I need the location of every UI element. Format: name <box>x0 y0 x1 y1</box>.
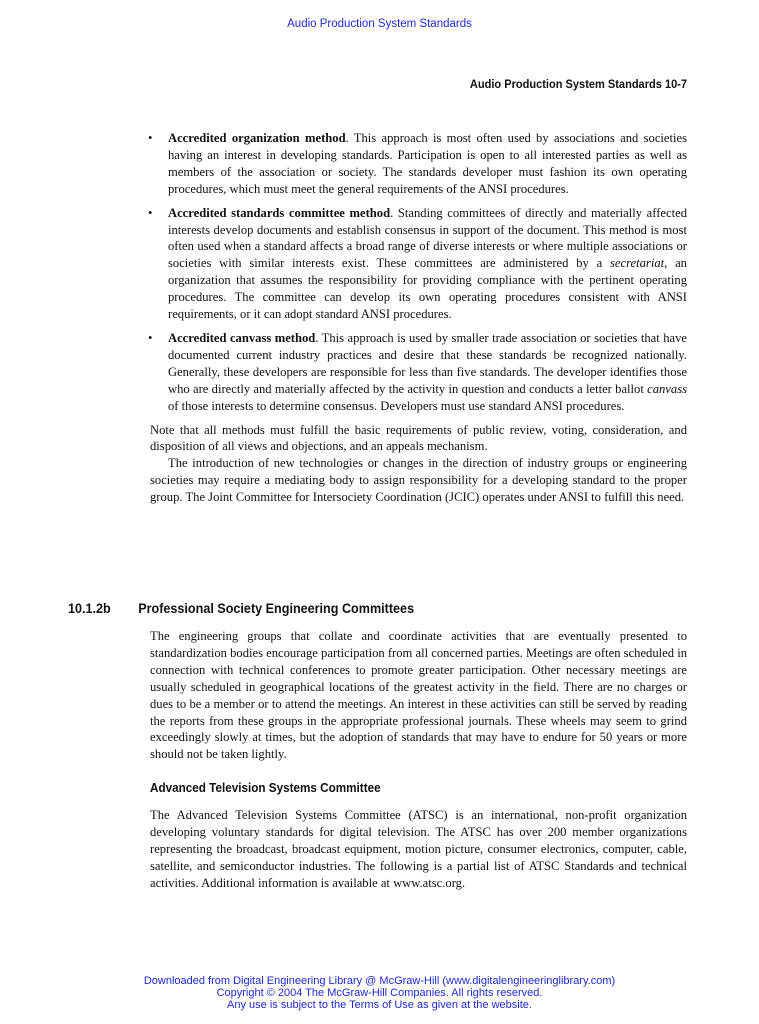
section-heading <box>68 600 414 616</box>
bullet-icon: • <box>148 330 153 345</box>
list-item <box>150 205 687 323</box>
bullet-text: , an organization that assumes the responsibility for providing compliance with the pertinent operating procedures. The committee can develop its own operating procedures consistent with ANSI requirements, or it can adopt standard ANSI procedures. <box>168 256 687 322</box>
method-list <box>150 130 687 415</box>
bullet-icon: • <box>148 131 153 145</box>
bullet-text: . Standing committees of directly and materially affected interests develop documents and establish consensus in support of the document. This method is most often used when a standard affects a broad range of diverse interests or where multiple associations or societies with similar interests exist. These committees are administered by a <box>168 205 687 271</box>
bullet-italic: secretariat <box>610 256 665 271</box>
bullet-italic: canvass <box>647 381 687 396</box>
paragraph: The Advanced Television Systems Committee (ATSC) is an international, non-profit organization developing voluntary standards for digital television. The ATSC has over 200 member organizations representing the broadcast, broadcast equipment, motion picture, consumer electronics, computer, cable, satellite, and semiconductor industries. The following is a partial list of ATSC Standards and technical activities. Additional information is available at www.atsc.org. <box>150 808 687 890</box>
subsection-heading: Advanced Television Systems Committee <box>150 780 381 795</box>
paragraph: The introduction of new technologies or changes in the direction of industry groups or engineering societies may require a mediating body to assign responsibility for a developing standard to the proper group. The Joint Committee for Intersociety Coordination (JCIC) operates under ANSI to fulfill this need. <box>150 456 687 505</box>
subsection-body <box>150 807 687 892</box>
bullet-term: Accredited canvass method <box>168 330 316 345</box>
list-item <box>150 330 687 415</box>
bullet-icon: • <box>148 205 153 220</box>
footer-link[interactable]: Downloaded from Digital Engineering Library @ McGraw-Hill (www.digitalengineeringlibrary.com) <box>143 975 616 987</box>
bullet-term: Accredited standards committee method <box>168 205 391 220</box>
list-item <box>150 130 687 198</box>
footer <box>0 975 759 1011</box>
section-title: Professional Society Engineering Committees <box>138 600 415 616</box>
paragraph: Note that all methods must fulfill the basic requirements of public review, voting, consideration, and disposition of all views and objections, and an appeals mechanism. <box>150 422 687 454</box>
running-head: Audio Production System Standards 10-7 <box>469 77 687 91</box>
bullet-text: . This approach is most often used by associations and societies having an interest in developing standards. Participation is open to all interested parties as well as members of the association or society. The standards developer must fashion its own operating procedures, which must meet the general requirements of the ANSI procedures. <box>168 131 687 196</box>
bullet-text: of those interests to determine consensus. Developers must use standard ANSI procedures. <box>168 398 625 413</box>
bullet-text: . This approach is used by smaller trade association or societies that have documented current industry practices and desire that these standards be recognized nationally. Generally, these developers are responsible for less than five standards. The developer identifies those who are directly and materially affected by the activity in question and conducts a letter ballot <box>168 330 687 396</box>
main-content <box>150 130 687 506</box>
section-number: 10.1.2b <box>68 600 111 616</box>
footer-terms-link[interactable]: Any use is subject to the Terms of Use as given at the website. <box>227 999 532 1011</box>
section-body <box>150 628 687 763</box>
bullet-term: Accredited organization method <box>168 131 346 145</box>
paragraph: The engineering groups that collate and coordinate activities that are eventually presented to standardization bodies encourage participation from all concerned parties. Meetings are often scheduled in connection with technical conferences to promote greater participation. Other necessary meetings are usually scheduled in geographical locations of the greatest activity in the field. There are no charges or dues to be a member or to attend the meetings. An interest in these activities can still be served by reading the reports from these groups in the appropriate professional journals. These wheels may seem to grind exceedingly slowly at times, but the adoption of standards that may have to endure for 50 years or more should not be taken lightly. <box>150 629 687 762</box>
top-link[interactable]: Audio Production System Standards <box>287 18 472 30</box>
footer-copyright: Copyright © 2004 The McGraw-Hill Companies. All rights reserved. <box>216 987 543 999</box>
